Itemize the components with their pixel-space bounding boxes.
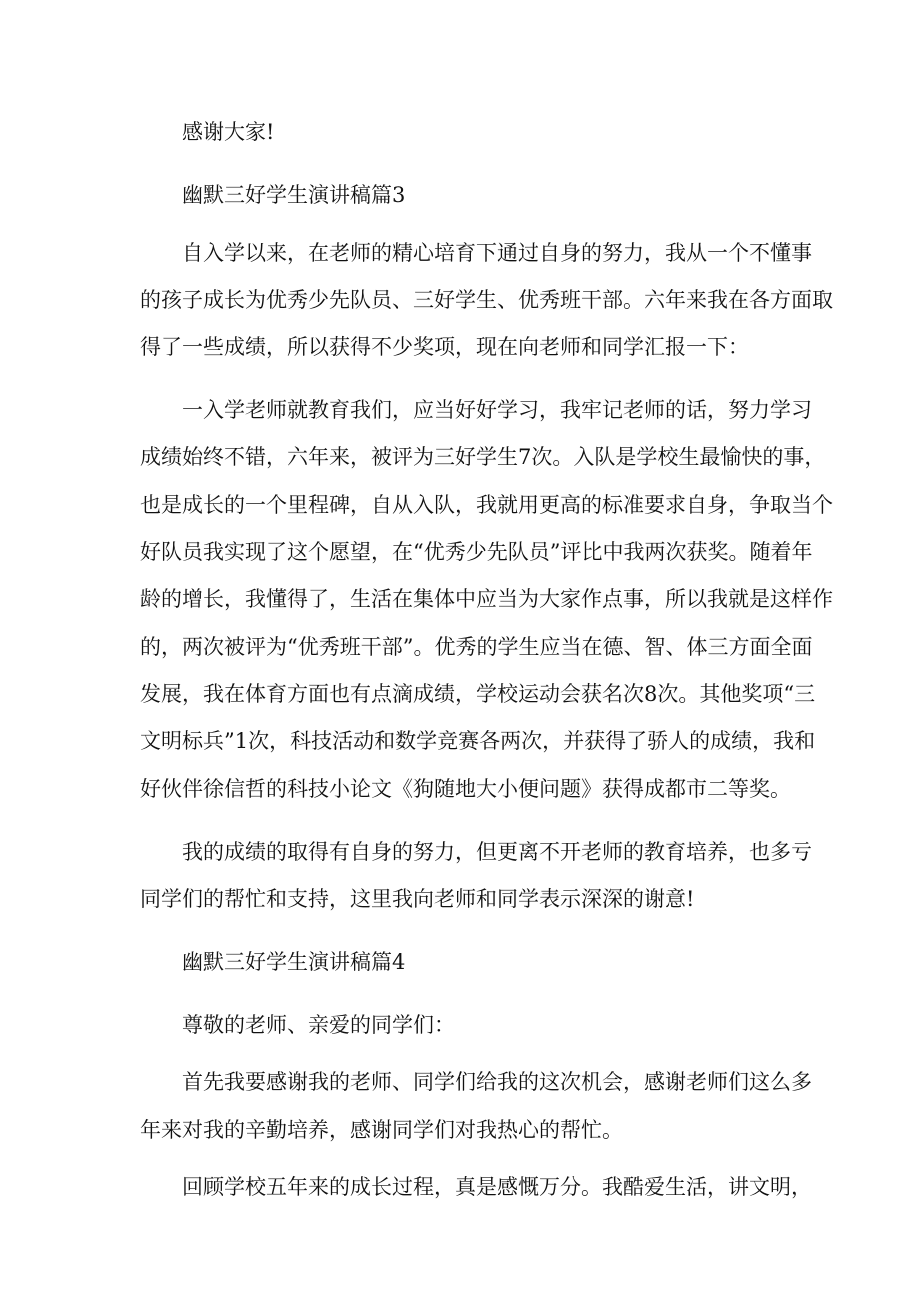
paragraph-line: 好队员我实现了这个愿望，在“优秀少先队员”评比中我两次获奖。随着年 bbox=[140, 540, 813, 564]
paragraph-line: 发展，我在体育方面也有点滴成绩，学校运动会获名次8次。其他奖项“三 bbox=[140, 682, 816, 706]
paragraph-line: 的孩子成长为优秀少先队员、三好学生、优秀班干部。六年来我在各方面取 bbox=[140, 288, 833, 312]
paragraph-line: 回顾学校五年来的成长过程，真是感慨万分。我酷爱生活，讲文明， bbox=[182, 1175, 812, 1199]
section-heading: 幽默三好学生演讲稿篇4 bbox=[182, 950, 406, 974]
paragraph-line: 成绩始终不错，六年来，被评为三好学生7次。入队是学校生最愉快的事， bbox=[140, 445, 826, 469]
paragraph-line: 文明标兵”1次，科技活动和数学竞赛各两次，并获得了骄人的成绩，我和 bbox=[140, 729, 816, 753]
closing-line: 感谢大家! bbox=[182, 120, 275, 144]
section-heading: 幽默三好学生演讲稿篇3 bbox=[182, 183, 406, 207]
paragraph-line: 得了一些成绩，所以获得不少奖项，现在向老师和同学汇报一下： bbox=[140, 335, 749, 359]
paragraph-line: 也是成长的一个里程碑，自从入队，我就用更高的标准要求自身，争取当个 bbox=[140, 493, 833, 517]
paragraph-line: 年来对我的辛勤培养，感谢同学们对我热心的帮忙。 bbox=[140, 1118, 623, 1142]
paragraph-line: 同学们的帮忙和支持，这里我向老师和同学表示深深的谢意! bbox=[140, 887, 695, 911]
paragraph-line: 的，两次被评为“优秀班干部”。优秀的学生应当在德、智、体三方面全面 bbox=[140, 635, 813, 659]
paragraph-line: 一入学老师就教育我们，应当好好学习，我牢记老师的话，努力学习 bbox=[182, 398, 812, 422]
paragraph-line: 自入学以来，在老师的精心培育下通过自身的努力，我从一个不懂事 bbox=[182, 241, 812, 265]
paragraph-line: 好伙伴徐信哲的科技小论文《狗随地大小便问题》获得成都市二等奖。 bbox=[140, 777, 791, 801]
paragraph-line: 龄的增长，我懂得了，生活在集体中应当为大家作点事，所以我就是这样作 bbox=[140, 587, 833, 611]
paragraph-line: 首先我要感谢我的老师、同学们给我的这次机会，感谢老师们这么多 bbox=[182, 1070, 812, 1094]
paragraph-line: 我的成绩的取得有自身的努力，但更离不开老师的教育培养，也多亏 bbox=[182, 840, 812, 864]
salutation: 尊敬的老师、亲爱的同学们： bbox=[182, 1013, 455, 1037]
